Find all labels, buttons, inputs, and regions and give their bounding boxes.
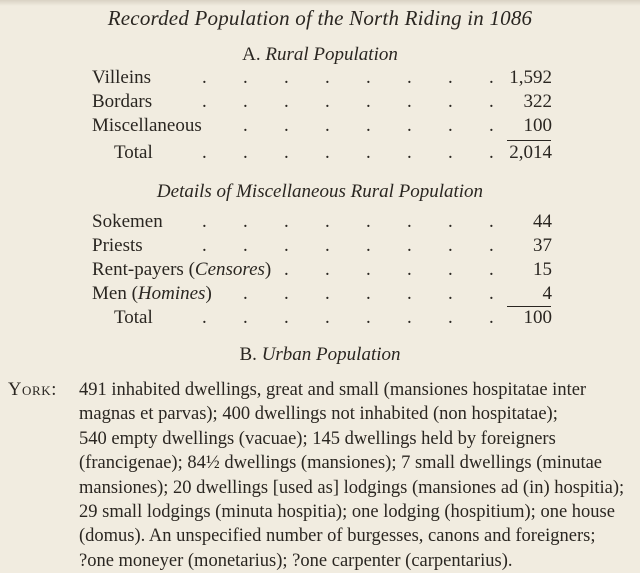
total-row xyxy=(92,141,552,165)
paragraph-line: ?one moneyer (monetarius); ?one carpenter (carpentarius). xyxy=(79,550,513,571)
row-value: 4 xyxy=(542,283,552,304)
row-label: Miscellaneous xyxy=(92,115,202,136)
dot-leader: . . . . . . . . xyxy=(202,235,494,256)
table-row xyxy=(92,90,552,114)
paragraph-line: magnas et parvas); 400 dwellings not inhabited (non hospitatae); xyxy=(79,404,558,425)
table-row xyxy=(92,114,552,138)
paragraph-line: (domus). An unspecified number of burgesses, canons and foreigners; xyxy=(79,526,596,547)
table-row xyxy=(92,210,552,234)
paragraph-line: 491 inhabited dwellings, great and small (mansiones hospitatae inter xyxy=(79,380,587,400)
total-label: Total xyxy=(114,307,153,328)
table-row xyxy=(92,258,552,282)
misc-title: Details of Miscellaneous Rural Population xyxy=(156,181,484,202)
dot-leader: . . . . . . . xyxy=(243,283,494,304)
dot-leader: . . . . . . . . xyxy=(202,211,494,232)
paragraph-line: mansiones); 20 dwellings [used as] lodgings (mansiones ad (in) hospitia); xyxy=(79,477,625,498)
section-b-heading xyxy=(0,344,640,366)
row-label: Priests xyxy=(92,235,143,256)
total-value: 2,014 xyxy=(509,142,552,163)
row-label: Bordars xyxy=(92,91,153,112)
dot-leader: . . . . . . xyxy=(284,259,494,280)
row-value: 37 xyxy=(533,235,552,256)
total-label: Total xyxy=(114,142,153,163)
row-label: Villeins xyxy=(92,67,152,88)
section-b-letter: B. xyxy=(239,344,257,365)
latin-term: Homines xyxy=(137,283,206,304)
dot-leader: . . . . . . . . xyxy=(202,91,494,112)
section-a-title: Rural Population xyxy=(265,44,398,65)
place-name: York: xyxy=(8,380,57,400)
row-value: 44 xyxy=(533,211,552,232)
row-value: 322 xyxy=(523,91,552,112)
row-label: Sokemen xyxy=(92,211,163,232)
row-value: 15 xyxy=(533,259,552,280)
total-row xyxy=(92,306,552,330)
misc-heading xyxy=(0,181,640,203)
total-value: 100 xyxy=(523,307,552,328)
latin-term: Censores xyxy=(194,259,265,280)
dot-leader: . . . . . . . xyxy=(243,115,494,136)
urban-paragraph xyxy=(79,378,629,573)
section-a-heading xyxy=(0,44,640,66)
row-label: Rent-payers (Censores) xyxy=(92,259,272,280)
section-b-title: Urban Population xyxy=(261,344,401,365)
row-label: Men (Homines) xyxy=(92,283,212,304)
paragraph-line: 29 small lodgings (minuta hospitia); one lodging (hospitium); one house xyxy=(79,502,615,523)
row-value: 100 xyxy=(523,115,552,136)
row-value: 1,592 xyxy=(509,67,552,88)
dot-leader: . . . . . . . . xyxy=(202,67,494,88)
paragraph-line: 540 empty dwellings (vacuae); 145 dwellings held by foreigners xyxy=(79,428,556,449)
table-row xyxy=(92,234,552,258)
paragraph-line: (francigenae); 84½ dwellings (mansiones); 7 small dwellings (minutae xyxy=(79,453,603,474)
section-a-letter: A. xyxy=(242,44,261,65)
table-row xyxy=(92,282,552,306)
table-row xyxy=(92,66,552,90)
page-title: Recorded Population of the North Riding in 1086 xyxy=(107,6,533,30)
dot-leader: . . . . . . . . xyxy=(202,307,494,328)
dot-leader: . . . . . . . . xyxy=(202,142,494,163)
